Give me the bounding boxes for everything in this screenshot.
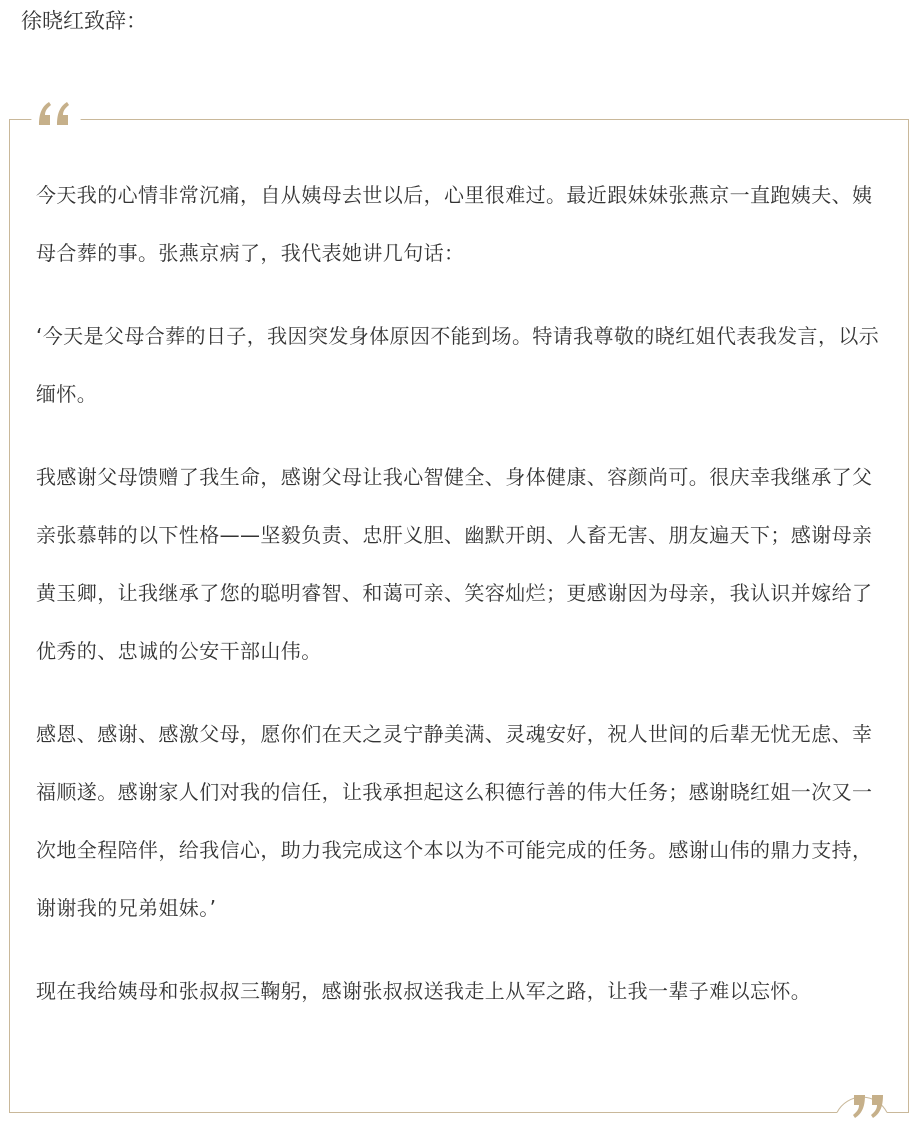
quote-body [36,166,886,1045]
close-quote-icon [851,1091,889,1121]
quote-block [9,119,909,1113]
paragraph: 感恩、感谢、感激父母，愿你们在天之灵宁静美满、灵魂安好，祝人世间的后辈无忧无虑、幸福顺遂。感谢家人们对我的信任，让我承担起这么积德行善的伟大任务；感谢晓红姐一次又一次地全程陪伴，给我信心，助力我完成这个本以为不可能完成的任务。感谢山伟的鼎力支持，谢谢我的兄弟姐妹。’ [36,722,873,920]
paragraph: 现在我给姨母和张叔叔三鞠躬，感谢张叔叔送我走上从军之路，让我一辈子难以忘怀。 [36,979,812,1003]
paragraph: ‘今天是父母合葬的日子，我因突发身体原因不能到场。特请我尊敬的晓红姐代表我发言，以示缅怀。 [36,324,880,406]
paragraph: 今天我的心情非常沉痛，自从姨母去世以后，心里很难过。最近跟妹妹张燕京一直跑姨夫、姨母合葬的事。张燕京病了，我代表她讲几句话： [36,183,873,265]
paragraph: 我感谢父母馈赠了我生命，感谢父母让我心智健全、身体健康、容颜尚可。很庆幸我继承了父亲张慕韩的以下性格——坚毅负责、忠肝义胆、幽默开朗、人畜无害、朋友遍天下；感谢母亲黄玉卿，让我继承了您的聪明睿智、和蔼可亲、笑容灿烂；更感谢因为母亲，我认识并嫁给了优秀的、忠诚的公安干部山伟。 [36,465,873,663]
article-heading: 徐晓红致辞： [21,9,147,33]
open-quote-icon [36,99,74,129]
